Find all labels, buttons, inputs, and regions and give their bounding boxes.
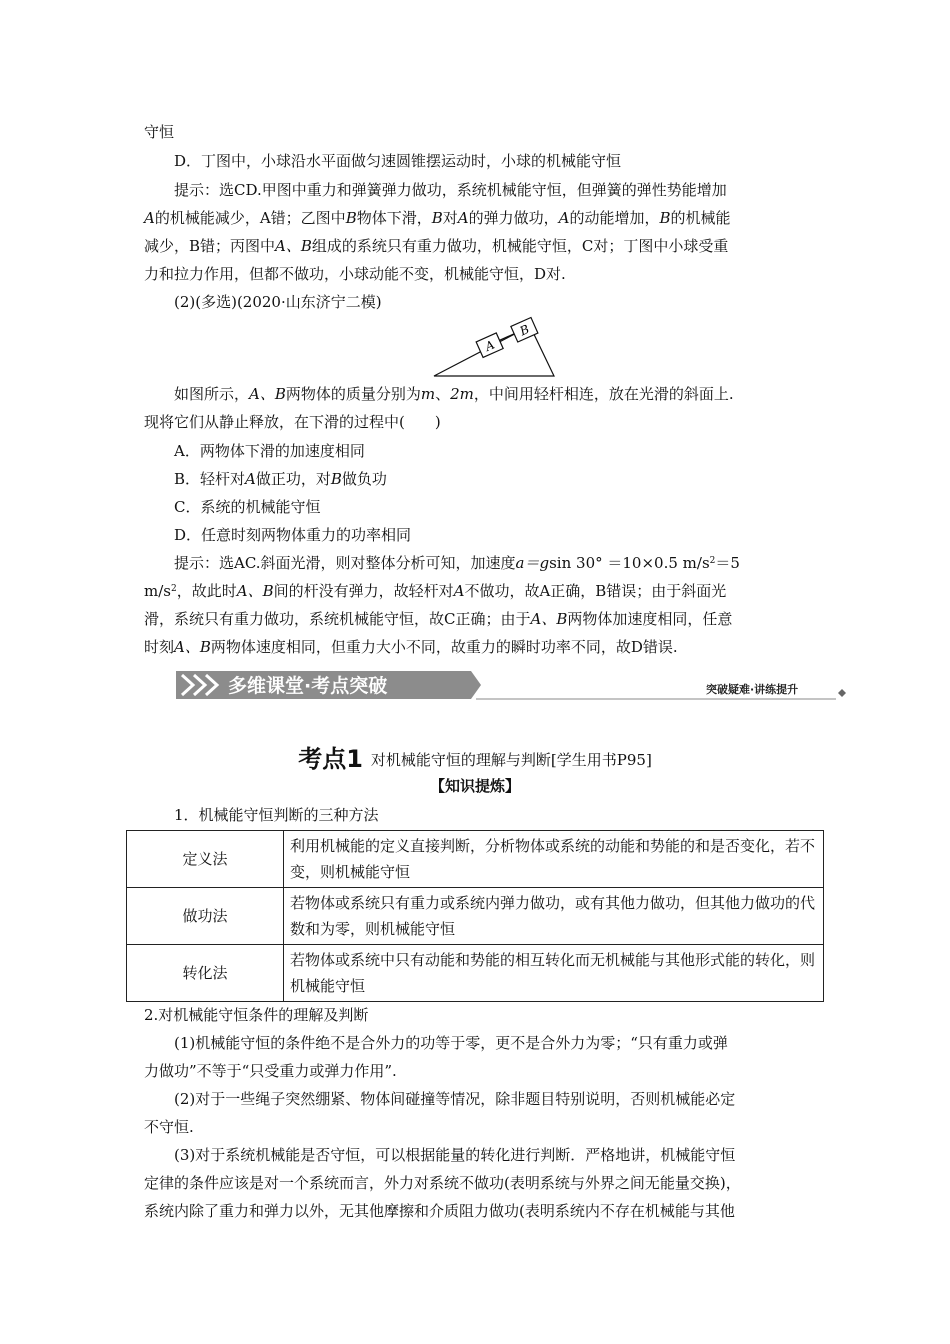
var: B [659, 209, 671, 227]
text-span: 系统内除了重力和弹力以外，无其他摩擦和介质阻力做功(表明系统内不存在机械能与其他 [144, 1202, 735, 1220]
method-name: 做功法 [127, 888, 284, 945]
text-span: 的弹力做功， [468, 209, 559, 227]
text-span: 两物体加速度相同，任意 [567, 610, 733, 628]
text-span: D．丁图中，小球沿水平面做匀速圆锥摆运动时，小球的机械能守恒 [174, 152, 622, 170]
method-desc: 利用机械能的定义直接判断，分析物体或系统的动能和势能的和是否变化，若不变，则机械能守恒 [284, 831, 824, 888]
text-span: (3)对于系统机械能是否守恒，可以根据能量的转化进行判断．严格地讲，机械能守恒 [174, 1146, 736, 1164]
hint-line [174, 553, 824, 573]
text-span: 力和拉力作用，但都不做功，小球动能不变，机械能守恒，D对. [144, 265, 566, 283]
table-row [127, 888, 824, 945]
text-span: ，中间用轻杆相连，放在光滑的斜面上. [473, 385, 734, 403]
hint-line [144, 637, 824, 657]
hint-line [144, 236, 824, 256]
text-span: 如图所示， [174, 385, 250, 403]
var: A、B [530, 610, 568, 628]
var: A、B [249, 385, 286, 403]
var: A、B [236, 582, 274, 600]
text-span: (2)对于一些绳子突然绷紧、物体间碰撞等情况，除非题目特别说明，否则机械能必定 [174, 1090, 736, 1108]
text-span: sin 30° ＝10×0.5 m/s [549, 554, 710, 572]
var: B [431, 209, 443, 227]
text-line [144, 122, 824, 142]
text-span: 组成的系统只有重力做功，机械能守恒，C对；丁图中小球受重 [311, 237, 729, 255]
method-name: 转化法 [127, 945, 284, 1002]
text-span: 提示：选AC.斜面光滑，则对整体分析可知，加速度 [174, 554, 516, 572]
kp-label: 考点1 [298, 745, 363, 773]
text-span: 定律的条件应该是对一个系统而言，外力对系统不做功(表明系统与外界之间无能量交换)， [144, 1174, 741, 1192]
incline-figure [430, 312, 560, 382]
var: A [457, 209, 469, 227]
var: A [453, 582, 465, 600]
paragraph-line [144, 1117, 824, 1137]
hint-line [144, 609, 824, 629]
item-heading [174, 805, 824, 825]
text-span: 的动能增加， [569, 209, 660, 227]
text-span: m/s [144, 582, 171, 600]
text-span: 的机械能减少，A错；乙图中 [154, 209, 346, 227]
section-banner [176, 668, 848, 702]
text-span: 间的杆没有弹力，故轻杆对 [273, 582, 454, 600]
method-desc: 若物体或系统中只有动能和势能的相互转化而无机械能与其他形式能的转化，则机械能守恒 [284, 945, 824, 1002]
paragraph-line [144, 1201, 824, 1221]
table-row [127, 831, 824, 888]
superscript: 2 [170, 584, 177, 594]
kp-heading [0, 744, 950, 775]
item-heading [144, 1005, 824, 1025]
method-desc: 若物体或系统只有重力或系统内弹力做功，或有其他力做功，但其他力做功的代数和为零，则机械能守恒 [284, 888, 824, 945]
paragraph-line [174, 1089, 824, 1109]
text-span: (2)(多选)(2020·山东济宁二模) [174, 293, 382, 311]
question-header [174, 292, 824, 312]
light-rod [500, 334, 515, 341]
var: g [539, 554, 550, 572]
hint-line [174, 180, 824, 200]
text-span: (1)机械能守恒的条件绝不是合外力的功等于零，更不是合外力为零；“只有重力或弹 [174, 1034, 728, 1052]
block-a-label: A [483, 337, 497, 354]
methods-table [126, 830, 824, 1002]
method-name: 定义法 [127, 831, 284, 888]
text-span: ＝5 [715, 554, 740, 572]
text-span: 2.对机械能守恒条件的理解及判断 [144, 1006, 369, 1024]
superscript: 2 [709, 556, 716, 566]
sub-heading: 【知识提炼】 [429, 777, 520, 795]
text-span: 减少，B错；丙图中 [144, 237, 276, 255]
text-span: A．两物体下滑的加速度相同 [174, 442, 365, 460]
var: 2m [450, 385, 474, 403]
text-span: 不做功，故A正确，B错误；由于斜面光 [464, 582, 727, 600]
text-span: 时刻 [144, 638, 175, 656]
text-span: 滑，系统只有重力做功，系统机械能守恒，故C正确；由于 [144, 610, 531, 628]
text-span: 对 [442, 209, 458, 227]
diamond-icon [838, 689, 846, 697]
text-span: ，故此时 [176, 582, 237, 600]
text-span: B．轻杆对 [174, 470, 246, 488]
var: A [245, 470, 256, 488]
option-d [174, 151, 824, 171]
table-row [127, 945, 824, 1002]
text-span: C．系统的机械能守恒 [174, 498, 321, 516]
text-span: 现将它们从静止释放，在下滑的过程中( ) [144, 413, 441, 431]
option-b [174, 469, 824, 489]
text-span: 1．机械能守恒判断的三种方法 [174, 806, 379, 824]
text-span: 守恒 [144, 123, 175, 141]
var: A、B [275, 237, 312, 255]
text-span: 物体下滑， [356, 209, 432, 227]
block-b-label: B [517, 322, 532, 339]
paragraph-line [144, 1173, 824, 1193]
var: B [345, 209, 357, 227]
text-span: 的机械能 [670, 209, 731, 227]
hint-line [144, 208, 824, 228]
var: m [420, 385, 436, 403]
text-span: D．任意时刻两物体重力的功率相同 [174, 526, 412, 544]
var: B [330, 470, 342, 488]
paragraph-line [144, 1061, 824, 1081]
var: A [558, 209, 570, 227]
banner-subtitle: 突破疑难·讲练提升 [706, 683, 799, 696]
text-span: 做负功 [341, 470, 387, 488]
question-text [144, 412, 824, 432]
question-text [174, 384, 824, 404]
text-span: 做正功，对 [255, 470, 331, 488]
banner-title: 多维课堂·考点突破 [228, 675, 388, 697]
text-span: 力做功”不等于“只受重力或弹力作用”. [144, 1062, 397, 1080]
hint-line [144, 581, 824, 601]
kp-title: 对机械能守恒的理解与判断[学生用书P95] [370, 751, 652, 769]
option-d [174, 525, 824, 545]
hint-line [144, 264, 824, 284]
paragraph-line [174, 1033, 824, 1053]
var: a＝ [515, 554, 540, 572]
text-span: 两物体的质量分别为 [285, 385, 421, 403]
option-c [174, 497, 824, 517]
text-span: 、 [435, 385, 451, 403]
var: A、B [174, 638, 211, 656]
text-span: 不守恒. [144, 1118, 194, 1136]
var: A [144, 209, 155, 227]
option-a [174, 441, 824, 461]
paragraph-line [174, 1145, 824, 1165]
text-span: 两物体速度相同，但重力大小不同，故重力的瞬时功率不同，故D错误. [210, 638, 678, 656]
text-span: 提示：选CD.甲图中重力和弹簧弹力做功，系统机械能守恒，但弹簧的弹性势能增加 [174, 181, 727, 199]
